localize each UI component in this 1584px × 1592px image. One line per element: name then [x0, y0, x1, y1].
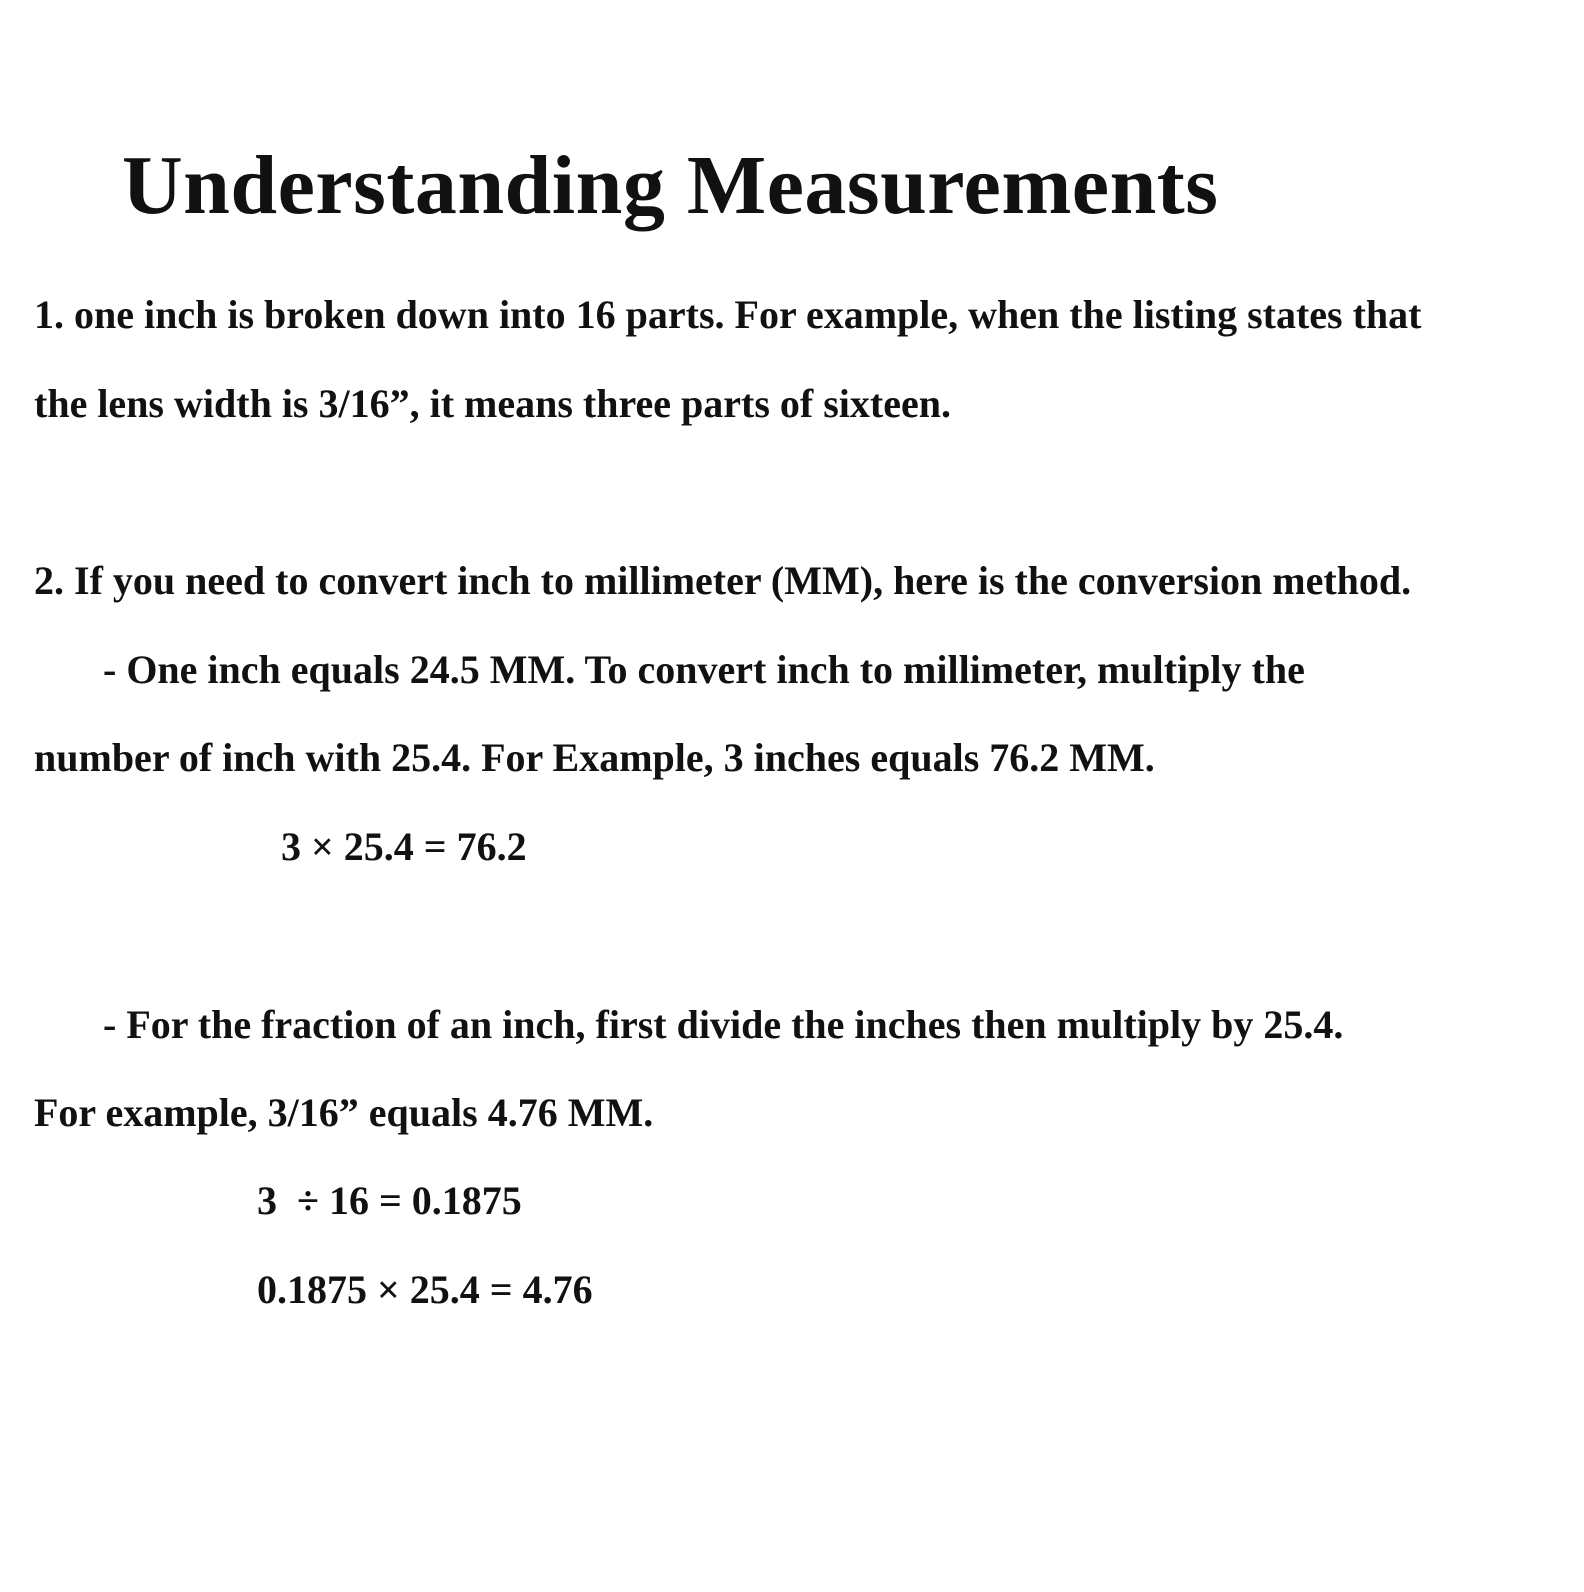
section-1-line-1: 1. one inch is broken down into 16 parts. For example, when the listing states that — [34, 292, 1422, 337]
bullet-2-line-2: For example, 3/16” equals 4.76 MM. — [34, 1090, 654, 1135]
bullet-1-line-1: - One inch equals 24.5 MM. To convert inch to millimeter, multiply the — [103, 647, 1305, 692]
equation-3: 0.1875 × 25.4 = 4.76 — [257, 1267, 593, 1312]
bullet-1-line-2: number of inch with 25.4. For Example, 3 inches equals 76.2 MM. — [34, 735, 1155, 780]
section-1-line-2: the lens width is 3/16”, it means three parts of sixteen. — [34, 381, 951, 426]
section-2-intro: 2. If you need to convert inch to millimeter (MM), here is the conversion method. — [34, 558, 1412, 603]
equation-1: 3 × 25.4 = 76.2 — [281, 824, 527, 869]
page-title: Understanding Measurements — [122, 139, 1219, 232]
equation-2: 3 ÷ 16 = 0.1875 — [257, 1178, 522, 1223]
bullet-2-line-1: - For the fraction of an inch, first divide the inches then multiply by 25.4. — [103, 1002, 1344, 1047]
